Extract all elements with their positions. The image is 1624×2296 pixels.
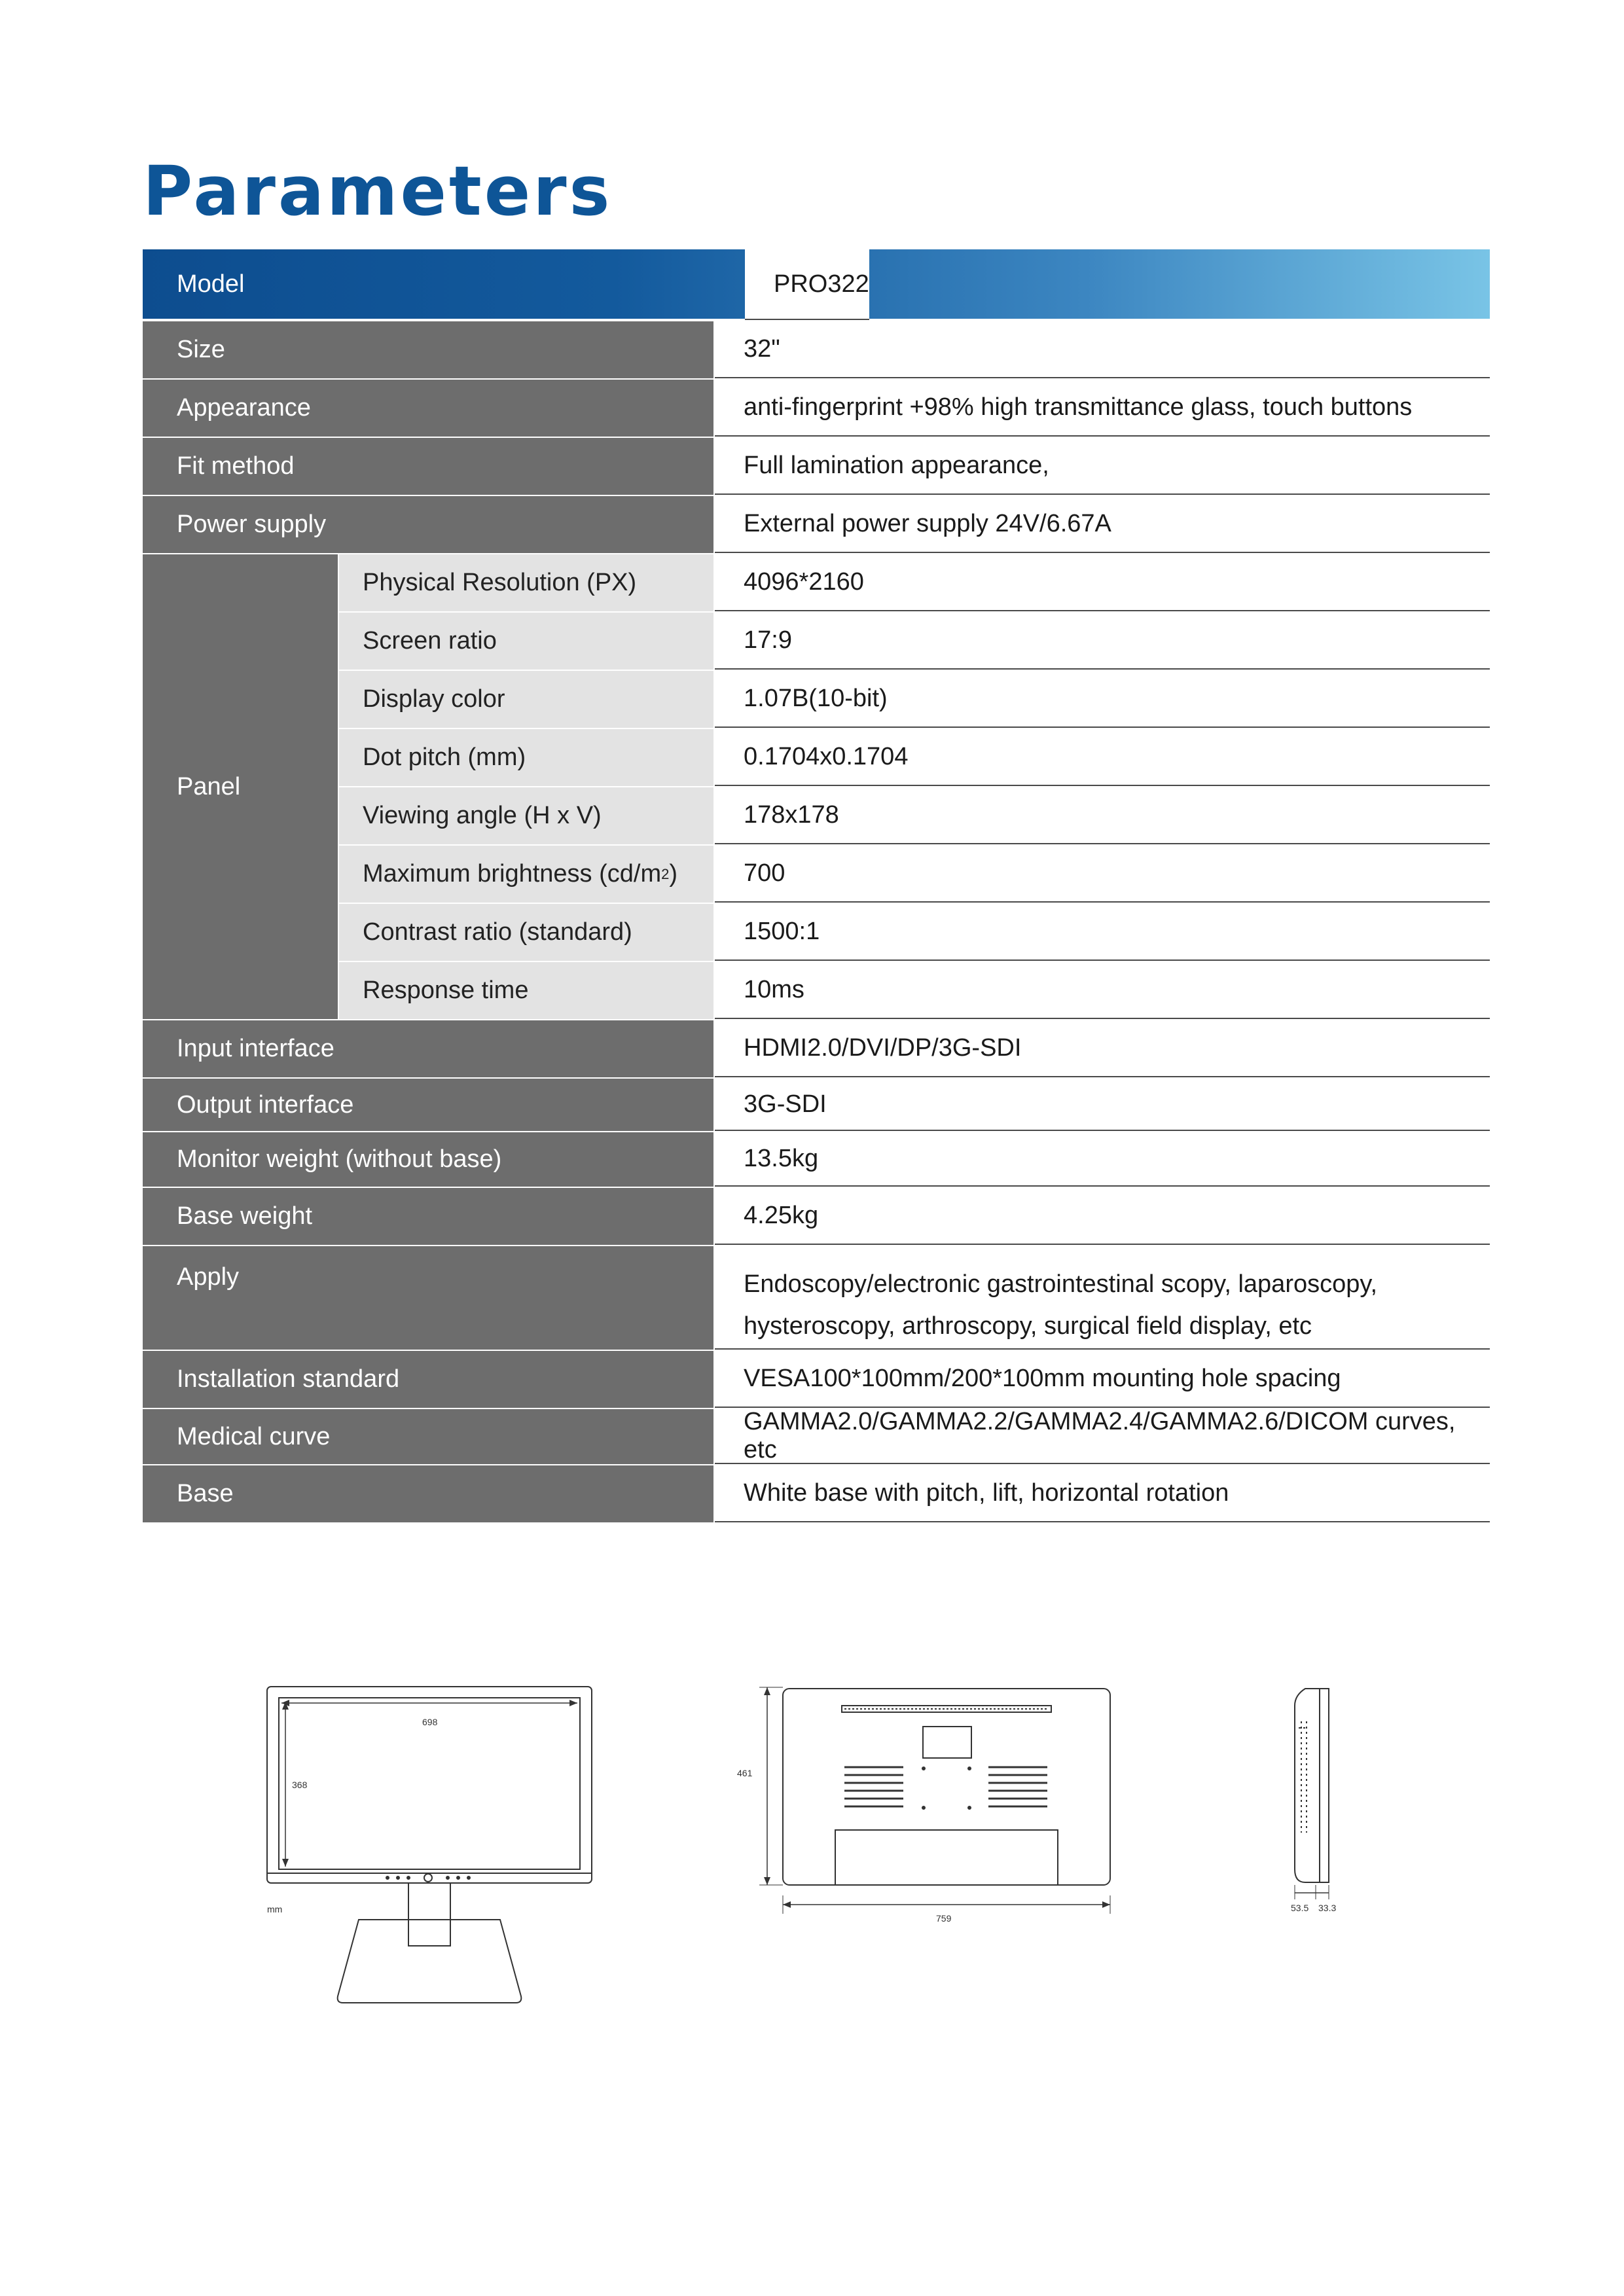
max-brightness-label-end: ) <box>669 860 678 888</box>
apply-value <box>715 1246 1490 1350</box>
installation-standard-label: Installation standard <box>143 1351 713 1408</box>
viewing-angle-value: 178x178 <box>715 787 1490 844</box>
screen-ratio-value: 17:9 <box>715 613 1490 670</box>
side-view-drawing <box>1295 1689 1329 1899</box>
size-label: Size <box>143 321 713 378</box>
contrast-ratio-label: Contrast ratio (standard) <box>339 904 713 961</box>
base-weight-label: Base weight <box>143 1188 713 1245</box>
display-color-value: 1.07B(10-bit) <box>715 671 1490 728</box>
apply-value-line1: Endoscopy/electronic gastrointestinal scopy, laparoscopy, <box>744 1270 1378 1298</box>
model-label: Model <box>177 270 245 298</box>
medical-curve-value: GAMMA2.0/GAMMA2.2/GAMMA2.4/GAMMA2.6/DICOM curves, etc <box>715 1409 1490 1464</box>
panel-label: Panel <box>143 554 338 1019</box>
screen-ratio-label: Screen ratio <box>339 613 713 670</box>
base-label: Base <box>143 1465 713 1522</box>
dot-pitch-value: 0.1704x0.1704 <box>715 729 1490 786</box>
output-interface-label: Output interface <box>143 1079 713 1131</box>
side-depth2-label: 33.3 <box>1318 1903 1337 1913</box>
appearance-value: anti-fingerprint +98% high transmittance glass, touch buttons <box>715 380 1490 437</box>
power-supply-label: Power supply <box>143 496 713 553</box>
physical-resolution-value: 4096*2160 <box>715 554 1490 611</box>
front-height-label: 368 <box>292 1780 308 1790</box>
size-value: 32" <box>715 321 1490 378</box>
max-brightness-label <box>339 846 713 903</box>
monitor-weight-label: Monitor weight (without base) <box>143 1132 713 1187</box>
max-brightness-label-text: Maximum brightness (cd/m <box>363 860 662 888</box>
fit-method-value: Full lamination appearance, <box>715 438 1490 495</box>
appearance-label: Appearance <box>143 380 713 437</box>
fit-method-label: Fit method <box>143 438 713 495</box>
table-header-row <box>143 249 1490 319</box>
unit-label: mm <box>267 1904 283 1914</box>
physical-resolution-label: Physical Resolution (PX) <box>339 554 713 611</box>
side-depth1-label: 53.5 <box>1291 1903 1309 1913</box>
response-time-label: Response time <box>339 962 713 1019</box>
back-view-drawing <box>759 1687 1110 1914</box>
output-interface-value: 3G-SDI <box>715 1079 1490 1131</box>
back-height-label: 461 <box>737 1768 753 1778</box>
front-view-drawing <box>267 1687 592 2003</box>
display-color-label: Display color <box>339 671 713 728</box>
base-value: White base with pitch, lift, horizontal rotation <box>715 1465 1490 1522</box>
input-interface-label: Input interface <box>143 1020 713 1077</box>
medical-curve-label: Medical curve <box>143 1409 713 1464</box>
model-value: PRO322 <box>745 249 869 320</box>
page-title: Parameters <box>143 151 613 231</box>
response-time-value: 10ms <box>715 962 1490 1019</box>
front-width-label: 698 <box>422 1717 438 1727</box>
monitor-weight-value: 13.5kg <box>715 1132 1490 1187</box>
back-width-label: 759 <box>936 1913 952 1924</box>
dot-pitch-label: Dot pitch (mm) <box>339 729 713 786</box>
max-brightness-label-sup: 2 <box>661 865 670 882</box>
base-weight-value: 4.25kg <box>715 1188 1490 1245</box>
power-supply-value: External power supply 24V/6.67A <box>715 496 1490 553</box>
max-brightness-value: 700 <box>715 846 1490 903</box>
contrast-ratio-value: 1500:1 <box>715 904 1490 961</box>
viewing-angle-label: Viewing angle (H x V) <box>339 787 713 844</box>
dimension-drawings <box>0 1676 1624 2042</box>
apply-value-line2: hysteroscopy, arthroscopy, surgical field display, etc <box>744 1312 1312 1340</box>
installation-standard-value: VESA100*100mm/200*100mm mounting hole spacing <box>715 1351 1490 1408</box>
input-interface-value: HDMI2.0/DVI/DP/3G-SDI <box>715 1020 1490 1077</box>
apply-label: Apply <box>143 1246 713 1350</box>
